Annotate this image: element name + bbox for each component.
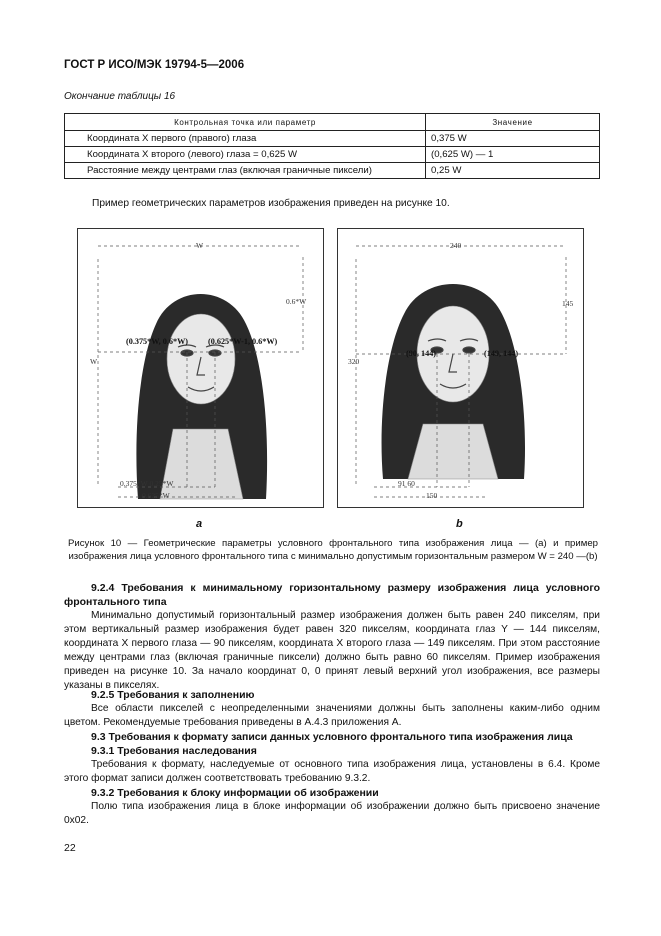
figure-a-image [77, 228, 324, 508]
subfigure-label-b: b [456, 518, 463, 530]
figure-caption: Рисунок 10 — Геометрические параметры условного фронтального типа изображения лица — (а) и пример изображения лица условного фронтального типа с минимально допустимым горизонтальным размером W = 240 —(b) [68, 538, 598, 562]
table-cell: 0,375 W [426, 131, 600, 147]
right-eye-label-a: (0.625*W-1, 0.6*W) [208, 337, 278, 346]
section-body: Полю типа изображения лица в блоке информации об изображении должно быть присвоено значение 0x02. [64, 801, 600, 826]
table-cell: Координата X первого (правого) глаза [65, 131, 426, 147]
side-label-b: 320 [348, 357, 360, 366]
table-row [65, 131, 600, 147]
section-heading: 9.2.5 Требования к заполнению [91, 689, 255, 701]
face-illustration-b [338, 229, 583, 507]
intro-paragraph: Пример геометрических параметров изображения приведен на рисунке 10. [92, 198, 450, 209]
left-eye-label-a: (0.375*W, 0.6*W) [126, 337, 189, 346]
section-body: Требования к формату, наследуемые от основного типа изображения лица, установлены в 6.4. Кроме этого формат записи должен соответствовать требованию 9.3.2. [64, 759, 600, 784]
document-code: ГОСТ Р ИСО/МЭК 19794-5—2006 [64, 59, 245, 71]
column-header-parameter: Контрольная точка или параметр [65, 114, 426, 131]
section-heading: 9.3 Требования к формату записи данных условного фронтального типа изображения лица [91, 731, 573, 743]
section-9-3-1 [64, 744, 600, 786]
section-9-2-5 [64, 688, 600, 730]
page-number: 22 [64, 842, 76, 854]
width-label-b: 240 [450, 241, 462, 250]
bottom-label-a-1: 0.375*W 0.25*W [120, 479, 174, 488]
section-body: Все области пикселей с неопределенными значениями должны быть заполнены каким-либо одним цветом. Рекомендуемые требования приведены в А.4.3 приложения А. [64, 703, 600, 728]
subfigure-label-a: a [196, 518, 203, 530]
table-row [65, 147, 600, 163]
bottom-label-b-2: 150 [426, 491, 438, 500]
left-eye-label-b: (90, 144) [406, 349, 437, 358]
section-9-3 [64, 730, 600, 744]
figure-b-image [337, 228, 584, 508]
column-header-value: Значение [426, 114, 600, 131]
table-cell: 0,25 W [426, 163, 600, 179]
face-illustration-a [78, 229, 323, 507]
section-heading: 9.2.4 Требования к минимальному горизонтальному размеру изображения лица условного фронтального типа [64, 582, 600, 608]
section-body: Минимально допустимый горизонтальный размер изображения должен быть равен 240 пикселям, при этом вертикальный размер изображения будет равен 320 пикселям, координата глаз Y — 144 пикселям, координата X первого глаза — 90 пикселям, координата X второго глаза — 149 пикселям. При этом расстояние между центрами глаз (включая граничные пиксели) должно быть равно 60 пикселям. Пример изображения приведен на рисунке 10. За начало координат 0, 0 принят левый верхний угол изображения, все размеры указаны в пикселях. [64, 610, 600, 691]
parameters-table [64, 113, 600, 179]
table-header-row [65, 114, 600, 131]
right-eye-label-b: (149, 144) [484, 349, 519, 358]
section-9-2-4 [64, 581, 600, 693]
table-cell: Координата X второго (левого) глаза = 0,625 W [65, 147, 426, 163]
vertical-label-a: 0.6*W [286, 297, 307, 306]
bottom-label-a-2: 0.625*W [142, 491, 170, 500]
side-label-a: W [90, 357, 98, 366]
table-caption: Окончание таблицы 16 [64, 91, 176, 102]
section-heading: 9.3.2 Требования к блоку информации об изображении [91, 787, 379, 799]
table-cell: Расстояние между центрами глаз (включая граничные пиксели) [65, 163, 426, 179]
table-cell: (0,625 W) — 1 [426, 147, 600, 163]
table-row [65, 163, 600, 179]
bottom-label-b-1: 91 60 [398, 479, 415, 488]
width-label-a: W [196, 241, 204, 250]
vertical-label-b: 145 [562, 299, 574, 308]
section-heading: 9.3.1 Требования наследования [91, 745, 257, 757]
section-9-3-2 [64, 786, 600, 828]
